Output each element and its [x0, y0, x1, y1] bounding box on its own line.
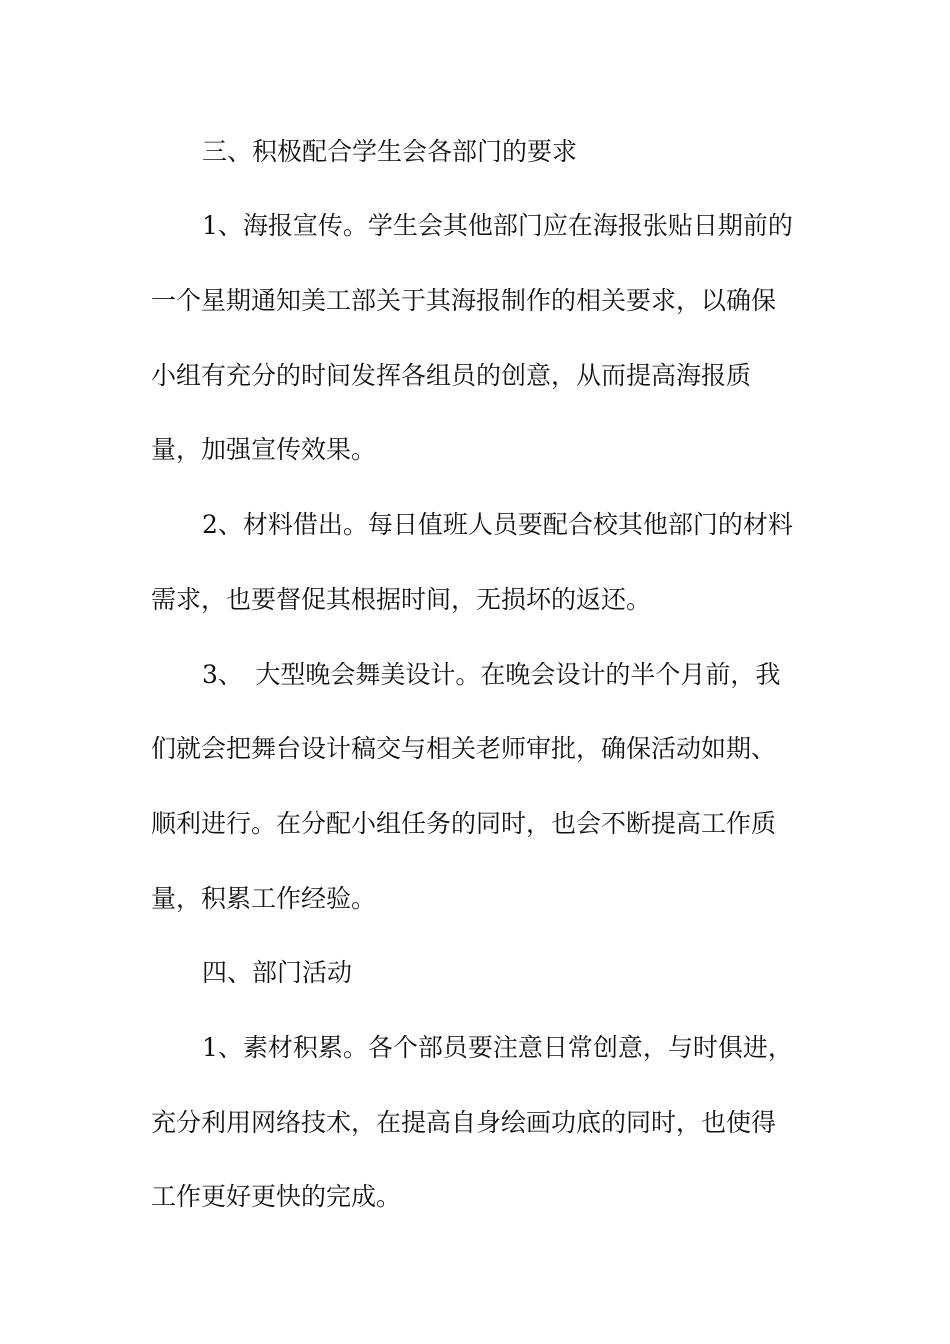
paragraph-line: 量，加强宣传效果。 — [151, 435, 377, 464]
paragraph-line: 顺利进行。在分配小组任务的同时，也会不断提高工作质 — [151, 809, 777, 838]
paragraph-line: 充分利用网络技术，在提高自身绘画功底的同时，也使得 — [151, 1108, 777, 1137]
paragraph-line: 小组有充分的时间发挥各组员的创意，从而提高海报质 — [151, 361, 752, 390]
paragraph-line: 1、海报宣传。学生会其他部门应在海报张贴日期前的 — [202, 211, 793, 240]
paragraph-line: 工作更好更快的完成。 — [151, 1182, 402, 1211]
paragraph-line: 量，积累工作经验。 — [151, 884, 377, 913]
paragraph-line: 3、 大型晚会舞美设计。在晚会设计的半个月前，我 — [202, 660, 781, 689]
section-heading-4: 四、部门活动 — [202, 958, 353, 987]
paragraph-line: 们就会把舞台设计稿交与相关老师审批，确保活动如期、 — [151, 734, 777, 763]
paragraph-line: 一个星期通知美工部关于其海报制作的相关要求，以确保 — [151, 286, 777, 315]
paragraph-line: 1、素材积累。各个部员要注意日常创意，与时俱进， — [202, 1033, 793, 1062]
section-heading-3: 三、积极配合学生会各部门的要求 — [202, 137, 578, 166]
paragraph-line: 2、材料借出。每日值班人员要配合校其他部门的材料 — [202, 510, 793, 539]
paragraph-line: 需求，也要督促其根据时间，无损坏的返还。 — [151, 585, 652, 614]
